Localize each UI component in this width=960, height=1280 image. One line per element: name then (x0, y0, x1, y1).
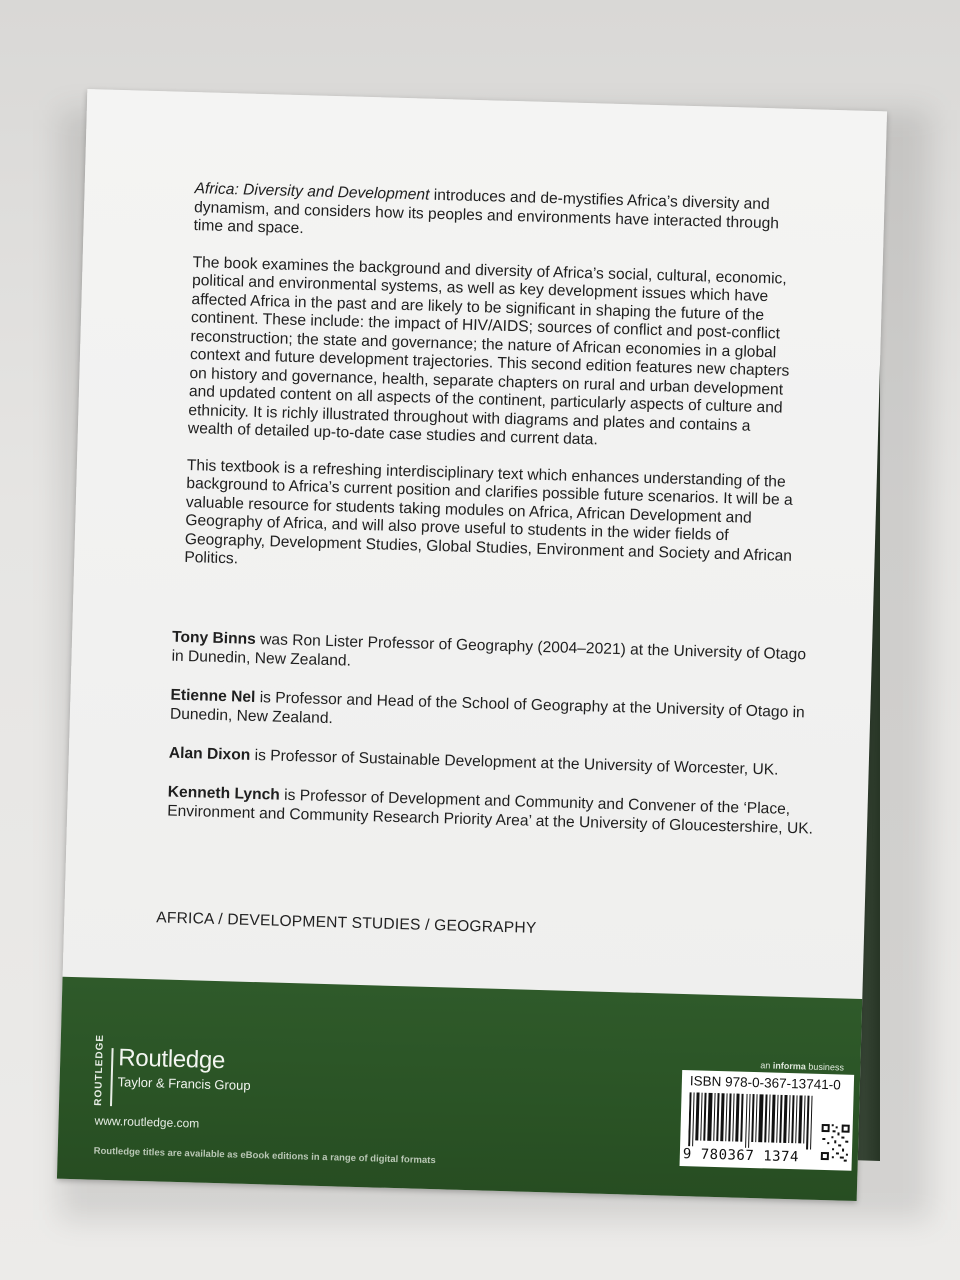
publisher-url: www.routledge.com (94, 1113, 200, 1131)
blurb-paragraph-1 (193, 180, 804, 253)
ean-digits: 9 780367 1374 (682, 1146, 800, 1166)
blurb-paragraph-1-text: introduces and de-mystifies Africa’s diversity and dynamism, and considers how its peoples and environments have interacted through time and space. (193, 186, 780, 238)
barcode-icon (688, 1092, 817, 1150)
informa-suffix: business (805, 1061, 845, 1073)
author-bio (171, 628, 822, 684)
author-name: Kenneth Lynch (167, 783, 281, 804)
publisher-brand (117, 1044, 251, 1093)
publisher-band (57, 977, 862, 1201)
author-bios (166, 628, 822, 859)
publisher-name: Routledge (117, 1044, 226, 1075)
blurb (184, 180, 805, 602)
author-name: Tony Binns (171, 628, 257, 648)
author-bio (170, 686, 821, 742)
author-bio (169, 744, 819, 781)
book-back-cover (57, 89, 887, 1201)
blurb-paragraph-3: This textbook is a refreshing interdisciplinary text which enhances understanding of the background to Africa’s current position and clarifies possible future scenarios. It will be a valuable resource for students taking modules on Africa, African Development and Geography of Africa, and will also prove useful to students in the wider fields of Geography, Development Studies, Global Studies, Environment and Society and African Politics. (184, 456, 793, 568)
routledge-logo-icon: ROUTLEDGE (93, 1048, 114, 1107)
author-bio (167, 783, 818, 839)
author-name: Alan Dixon (168, 744, 251, 764)
blurb-paragraph-2: The book examines the background and diversity of Africa’s social, cultural, economic, political and environmental systems, as well as key development issues which have affected Africa in the past and are likely to be significant in shaping the future of the continent. These include: the impact of HIV/AIDS; sources of conflict and post-conflict reconstruction; the state and governance; the nature of African economies in a global context and future development trajectories. This second edition features new chapters on history and governance, health, separate chapters on rural and urban development and updated content on all aspects of the continent, particularly aspects of culture and ethnicity. It is richly illustrated throughout with diagrams and plates and contains a wealth of detailed up-to-date case studies and current data. (187, 253, 790, 449)
author-description: is Professor and Head of the School of Geography at the University of Otago in Dunedin, New Zealand. (169, 688, 805, 728)
subject-categories: AFRICA / DEVELOPMENT STUDIES / GEOGRAPHY (156, 909, 537, 937)
isbn-number: ISBN 978-0-367-13741-0 (689, 1073, 841, 1093)
isbn-barcode-label (680, 1070, 855, 1171)
author-description: is Professor of Development and Community and Convener of the ‘Place, Environment and Community Research Priority Area’ at the University of Gloucestershire, UK. (167, 786, 814, 838)
informa-prefix: an (760, 1060, 774, 1071)
informa-brand: informa (772, 1060, 807, 1072)
author-name: Etienne Nel (170, 686, 256, 706)
author-description: was Ron Lister Professor of Geography (2004–2021) at the University of Otago in Dunedin, New Zealand. (171, 630, 807, 670)
author-description: is Professor of Sustainable Development at the University of Worcester, UK. (250, 746, 779, 779)
qr-code-icon (820, 1114, 851, 1163)
informa-tagline (760, 1060, 844, 1072)
book-title: Africa: Diversity and Development (194, 180, 430, 204)
publisher-group: Taylor & Francis Group (117, 1074, 251, 1093)
ebook-note: Routledge titles are available as eBook editions in a range of digital formats (93, 1145, 436, 1167)
